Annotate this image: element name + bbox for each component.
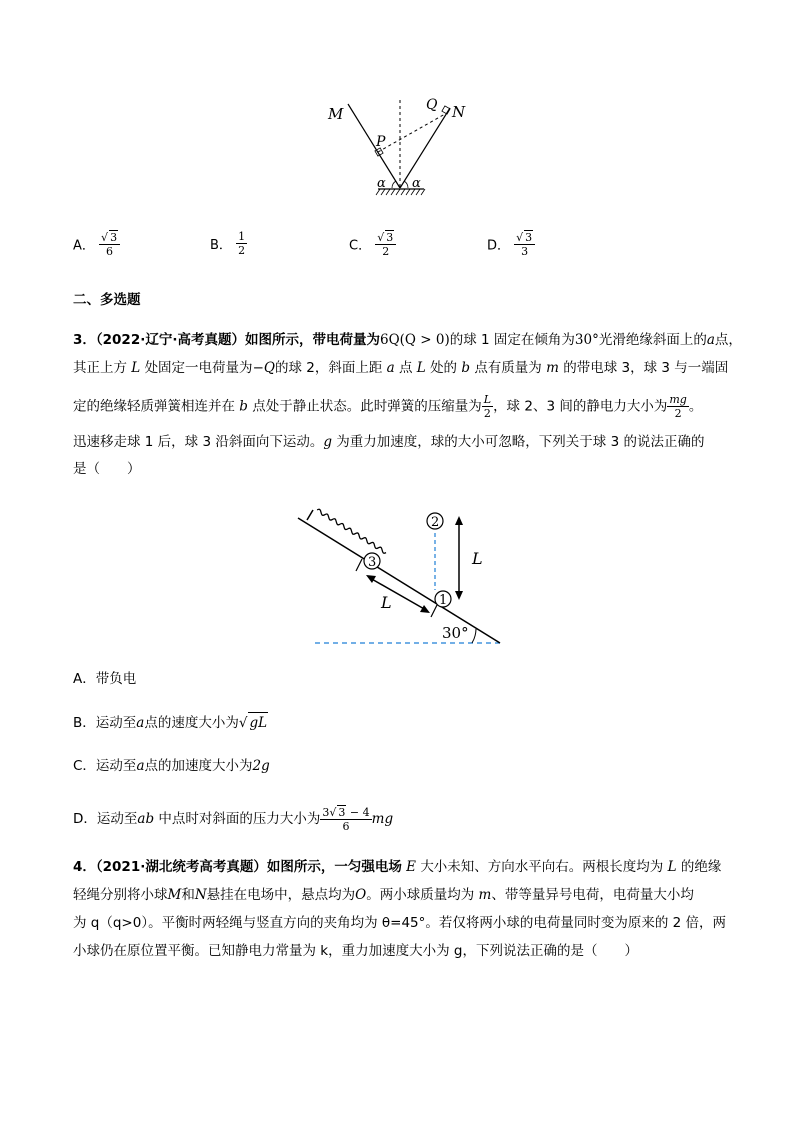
q4-l1-a: 4．（2021·湖北统考高考真题）如图所示，一匀强电场 — [73, 859, 402, 875]
q4-line-1 — [73, 857, 721, 877]
option-d-num-post: − 4 — [346, 806, 370, 819]
q3-line-1 — [73, 330, 742, 350]
option-b-var: a — [136, 715, 145, 731]
q3-l3-d: ，球 2、3 间的静电力大小为 — [493, 398, 668, 415]
q3-l2-j: b — [461, 360, 471, 376]
option-d-label: D． — [487, 238, 511, 254]
q4-l2-e: 悬挂在电场中，悬点均为 — [206, 887, 356, 903]
q3-frac-force — [667, 393, 688, 420]
label-P: P — [376, 134, 386, 150]
q3-l1-d: 30° — [574, 332, 599, 348]
q4-line-4: 小球仍在原位置平衡。已知静电力常量为 k，重力加速度大小为 g，下列说法正确的是（ ） — [73, 943, 638, 959]
line-M — [348, 104, 400, 188]
option-d-unit: mg — [371, 811, 394, 827]
q3-option-d[interactable] — [73, 805, 393, 833]
figure-1-diagram — [320, 92, 480, 202]
q3-option-a[interactable]: A．带负电 — [73, 671, 137, 687]
q3-l1-a: 3．（2022·辽宁·高考真题）如图所示，带电荷量为 — [73, 332, 380, 348]
q3-l1-e: 光滑绝缘斜面上的 — [598, 332, 707, 348]
option-b-sqrt: gL — [248, 712, 268, 733]
q4-l1-c: 大小未知、方向水平向右。两根长度均为 — [420, 859, 664, 875]
option-b-label: B． — [210, 238, 232, 253]
q3-frac-compression — [482, 393, 493, 420]
q3-option-b[interactable]: B．运动至a点的速度大小为√ gL — [73, 712, 268, 733]
q3-frac1-den: 2 — [483, 407, 491, 420]
q3-l2-k: 点有质量为 — [474, 360, 542, 376]
figure-2-diagram — [290, 498, 505, 648]
q4-line-2 — [73, 885, 694, 905]
option-d-num-sqrt: 3 — [338, 806, 346, 819]
q3-line-2 — [73, 358, 728, 378]
label-L-slope: L — [381, 593, 392, 612]
q3-l3-c: 点处于静止状态。此时弹簧的压缩量为 — [252, 398, 482, 415]
label-M: M — [328, 105, 344, 123]
angle-30-label: 30° — [442, 624, 469, 642]
L-arrow-top-head — [455, 516, 463, 525]
option-c-rest: 点的加速度大小为 — [144, 758, 253, 774]
q4-l2-f: O — [355, 887, 367, 903]
q4-l2-a: 轻绳分别将小球 — [73, 887, 168, 903]
q3-frac2-num: mg — [669, 393, 687, 406]
label-alpha-left: α — [377, 176, 386, 191]
label-Q: Q — [426, 97, 438, 113]
option-c-text: C．运动至 — [73, 758, 137, 774]
q3-l3-a: 定的绝缘轻质弹簧相连并在 — [73, 398, 235, 415]
ball-2-label: 2 — [431, 515, 440, 530]
ball-1-label: 1 — [439, 593, 448, 608]
q4-l2-d: N — [194, 887, 207, 903]
q3-l3-b: b — [239, 398, 248, 415]
q3-l1-b: 6Q(Q > 0) — [379, 332, 450, 348]
ball-3-label: 3 — [368, 555, 377, 570]
option-d-num: 3 — [525, 231, 533, 244]
option-d-num-pre: 3 — [322, 806, 330, 819]
option-c-den: 2 — [382, 245, 390, 258]
option-d-var: ab — [137, 811, 155, 827]
spring-coil — [316, 508, 387, 554]
spring-wall — [307, 510, 313, 520]
option-d-text: D．运动至 — [73, 811, 138, 827]
q3-line-3 — [73, 393, 702, 420]
q2-option-d[interactable] — [487, 230, 535, 258]
angle-30-arc — [472, 629, 476, 643]
option-c-val: 2g — [252, 758, 270, 774]
q3-l2-h: L — [416, 360, 426, 376]
q2-option-b[interactable] — [210, 230, 247, 257]
option-b-rest: 点的速度大小为 — [144, 715, 239, 731]
option-a-num: 3 — [110, 231, 118, 244]
q3-l2-a: 其正上方 — [73, 360, 127, 376]
label-alpha-right: α — [412, 176, 421, 191]
q3-l1-c: 的球 1 固定在倾角为 — [449, 332, 575, 348]
option-b-fraction — [236, 230, 247, 257]
section-title: 二、多选题 — [73, 292, 141, 308]
q4-l1-e: 的绝缘 — [680, 859, 722, 875]
option-d-fraction: $\frac{√ 3}{3}$ — [514, 230, 535, 258]
q3-l1-f: a — [706, 332, 715, 348]
angle-arc-right — [404, 181, 408, 188]
q3-frac2-den: 2 — [674, 407, 682, 420]
q3-l2-e: 的球 2，斜面上距 — [274, 360, 383, 376]
q3-frac1-num: L — [483, 393, 492, 406]
label-L-vertical: L — [472, 549, 483, 568]
option-a-fraction: $\frac{√ 3}{6}$ — [99, 230, 120, 258]
q3-l2-f: a — [386, 360, 395, 376]
option-d-den: 6 — [342, 820, 350, 833]
angle-arc-left — [392, 181, 396, 188]
q4-line-3: 为 q（q>0）。平衡时两轻绳与竖直方向的夹角均为 θ=45°。若仅将两小球的电荷量同时变为原来的 2 倍，两 — [73, 915, 727, 931]
L-arrow-bottom-head — [455, 591, 463, 600]
q4-l2-g: 。两小球质量均为 — [366, 887, 475, 903]
q3-l2-c: 处固定一电荷量为 — [144, 360, 253, 376]
q3-l2-b: L — [131, 360, 141, 376]
option-b-den: 2 — [238, 244, 246, 257]
q2-option-c[interactable] — [349, 230, 396, 258]
q3-line-4 — [73, 432, 704, 452]
q3-l4-b: g — [323, 434, 332, 450]
option-b-num: 1 — [238, 230, 246, 243]
q3-l4-c: 为重力加速度，球的大小可忽略，下列关于球 3 的说法正确的 — [336, 434, 705, 450]
incline-surface — [298, 518, 500, 643]
option-d-den: 3 — [521, 245, 529, 258]
option-c-num: 3 — [386, 231, 394, 244]
q2-option-a[interactable] — [73, 230, 120, 258]
q3-l2-i: 处的 — [430, 360, 458, 376]
option-a-label: A． — [73, 238, 95, 254]
L-arrow-slope-head-down — [420, 605, 430, 613]
q3-l2-d: −Q — [252, 360, 275, 376]
line-N — [400, 108, 450, 188]
a-point-tick — [431, 605, 437, 617]
option-d-rest: 中点时对斜面的压力大小为 — [158, 811, 321, 827]
q3-line-5: 是（ ） — [73, 461, 141, 477]
q3-l2-l: m — [546, 360, 559, 376]
option-d-fraction: $\frac{3√ 3 - 4}{6}$ — [322, 806, 370, 833]
q3-l3-e: 。 — [688, 398, 703, 415]
q4-l2-h: m — [478, 887, 492, 903]
q3-l1-g: 点， — [714, 332, 742, 348]
L-arrow-slope — [370, 578, 426, 610]
q3-l2-m: 的带电球 3，球 3 与一端固 — [563, 360, 729, 376]
q3-option-c[interactable] — [73, 756, 270, 776]
b-point-tick — [356, 559, 362, 571]
q4-l1-d: L — [667, 859, 677, 875]
option-c-var: a — [136, 758, 145, 774]
q3-l2-g: 点 — [399, 360, 413, 376]
label-N: N — [452, 103, 466, 121]
option-c-fraction: $\frac{√ 3}{2}$ — [375, 230, 396, 258]
q4-l2-i: 、带等量异号电荷，电荷量大小均 — [491, 887, 694, 903]
q4-l2-c: 和 — [181, 887, 195, 903]
option-a-den: 6 — [106, 245, 114, 258]
option-c-label: C． — [349, 238, 372, 254]
q3-l4-a: 迅速移走球 1 后，球 3 沿斜面向下运动。 — [73, 434, 324, 450]
q4-l2-b: M — [167, 887, 182, 903]
q4-l1-b: E — [406, 859, 417, 875]
option-b-text: B．运动至 — [73, 715, 137, 731]
L-arrow-slope-head-up — [366, 575, 376, 583]
